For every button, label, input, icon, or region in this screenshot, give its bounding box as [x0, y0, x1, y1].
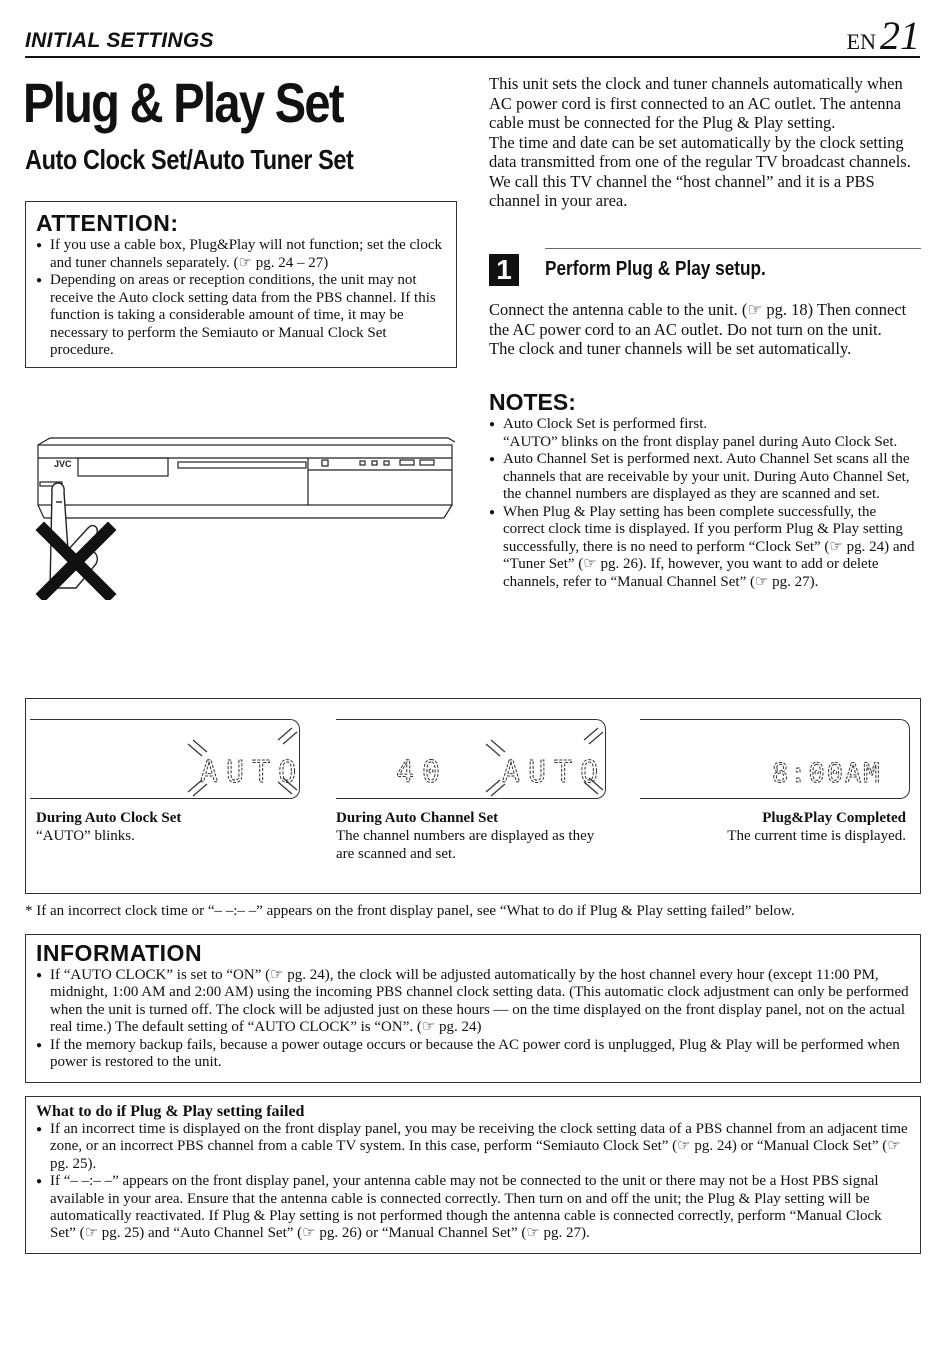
page-number: 21: [880, 13, 920, 58]
vcr-illustration: [30, 410, 455, 600]
caption-desc: “AUTO” blinks.: [36, 828, 135, 844]
page-number-block: [846, 13, 920, 58]
attention-item: ● If you use a cable box, Plug&Play will not function; set the clock and tuner channels separately. (☞ pg. 24 – 27): [36, 237, 446, 272]
display-channel-text: 40: [396, 755, 449, 790]
display-readout-text: AUTO: [200, 755, 300, 790]
intro-paragraph: The time and date can be set automatically by the clock setting data transmitted from one of the regular TV broadcast channels. We call this TV channel the “host channel” and it is a PBS channel in your area.: [489, 132, 911, 210]
caption-auto-channel: [336, 809, 606, 863]
caption-title: During Auto Clock Set: [36, 810, 182, 826]
section-label: INITIAL SETTINGS: [25, 29, 214, 52]
troubleshooting-list: [36, 1121, 910, 1243]
caption-desc: The channel numbers are displayed as they are scanned and set.: [336, 828, 595, 862]
caption-title: During Auto Channel Set: [336, 810, 499, 826]
page-title: Plug & Play Set: [23, 71, 343, 134]
step-divider: [545, 248, 921, 249]
note-item: ● When Plug & Play setting has been complete successfully, the correct clock time is displayed. If you perform Plug & Play setting successfully, there is no need to perform “Clock Set” (☞ pg. 24) and “Tuner Set” (☞ pg. 26). If, however, you want to add or delete channels, refer to “Manual Channel Set” (☞ pg. 27).: [489, 504, 921, 592]
language-code: EN: [846, 29, 876, 54]
step-paragraph: Connect the antenna cable to the unit. (☞ pg. 18) Then connect the AC power cord to an AC outlet. Do not turn on the unit.: [489, 300, 907, 339]
footnote: * If an incorrect clock time or “– –:– –” appears on the front display panel, see “What to do if Plug & Play setting failed” below.: [25, 903, 795, 919]
step-body: [489, 300, 921, 359]
page-header: [25, 14, 920, 58]
display-readout-text: 8:00AM: [772, 758, 882, 789]
attention-item: ● Depending on areas or reception conditions, the unit may not receive the Auto clock setting data from the PBS channel. If this function is taking a considerable amount of time, it may be necessary to perform the Semiauto or Manual Clock Set procedure.: [36, 272, 446, 360]
vcr-brand-label: JVC: [54, 459, 72, 469]
troubleshooting-box: [25, 1096, 921, 1254]
page-subtitle: Auto Clock Set/Auto Tuner Set: [25, 144, 354, 175]
information-item: ● If the memory backup fails, because a power outage occurs or because the AC power cord is unplugged, Plug & Play will be performed when power is restored to the unit.: [36, 1037, 910, 1072]
information-box: [25, 934, 921, 1083]
step-number-badge: 1: [489, 254, 519, 286]
intro-text: [489, 74, 921, 211]
front-display-auto-channel: [336, 719, 606, 799]
troubleshooting-heading: What to do if Plug & Play setting failed: [36, 1103, 305, 1120]
attention-list: [36, 237, 446, 360]
display-readout-text: AUTO: [502, 755, 606, 790]
display-readout-graphic: [336, 720, 606, 800]
notes-section: [489, 389, 921, 591]
caption-auto-clock: [36, 809, 296, 845]
information-heading: INFORMATION: [36, 940, 203, 966]
step-title: Perform Plug & Play setup.: [545, 258, 766, 280]
troubleshooting-item: ● If an incorrect time is displayed on the front display panel, you may be receiving the clock setting data of a PBS channel from an adjacent time zone, or an incorrect PBS channel from a cable TV system. In this case, perform “Semiauto Clock Set” (☞ pg. 24) or “Manual Clock Set” (☞ pg. 25).: [36, 1121, 910, 1173]
display-examples-box: [25, 698, 921, 894]
step-paragraph: The clock and tuner channels will be set automatically.: [489, 339, 852, 358]
note-item: ● Auto Channel Set is performed next. Auto Channel Set scans all the channels that are receivable by your unit. During Auto Channel Set, the channel numbers are displayed as they are scanned and set.: [489, 451, 921, 504]
information-list: [36, 967, 910, 1071]
front-display-auto-clock: [30, 719, 300, 799]
attention-heading: ATTENTION:: [36, 210, 179, 236]
front-display-completed: [640, 719, 910, 799]
attention-box: [25, 201, 457, 368]
notes-heading: NOTES:: [489, 389, 576, 415]
caption-title: Plug&Play Completed: [762, 810, 906, 826]
note-item: ● Auto Clock Set is performed first. “AUTO” blinks on the front display panel during Auto Clock Set.: [489, 416, 921, 451]
display-readout-graphic: [640, 720, 910, 800]
intro-paragraph: This unit sets the clock and tuner channels automatically when AC power cord is first connected to an AC outlet. The antenna cable must be connected for the Plug & Play setting.: [489, 74, 903, 132]
troubleshooting-item: ● If “– –:– –” appears on the front display panel, your antenna cable may not be connected to the unit or there may not be a Host PBS signal available in your area. Ensure that the antenna cable is connected correctly. Then turn on and off the unit; the Plug & Play setting will be automatically reactivated. If Plug & Play setting is not performed though the antenna cable is connected correctly, perform “Manual Clock Set” (☞ pg. 25) and “Auto Channel Set” (☞ pg. 26) or “Manual Channel Set” (☞ pg. 27).: [36, 1173, 910, 1243]
caption-completed: [626, 809, 906, 845]
caption-desc: The current time is displayed.: [727, 828, 906, 844]
display-readout-graphic: [30, 720, 300, 800]
information-item: ● If “AUTO CLOCK” is set to “ON” (☞ pg. 24), the clock will be adjusted automatically by the host channel every hour (except 11:00 PM, midnight, 1:00 AM and 2:00 AM) using the incoming PBS channel clock setting data. (This automatic clock adjustment can only be performed when the unit is turned off. The clock will be adjusted just on these hours — on the time displayed on the front display panel, not on the actual real time.) The default setting of “AUTO CLOCK” is “ON”. (☞ pg. 24): [36, 967, 910, 1037]
notes-list: [489, 416, 921, 591]
